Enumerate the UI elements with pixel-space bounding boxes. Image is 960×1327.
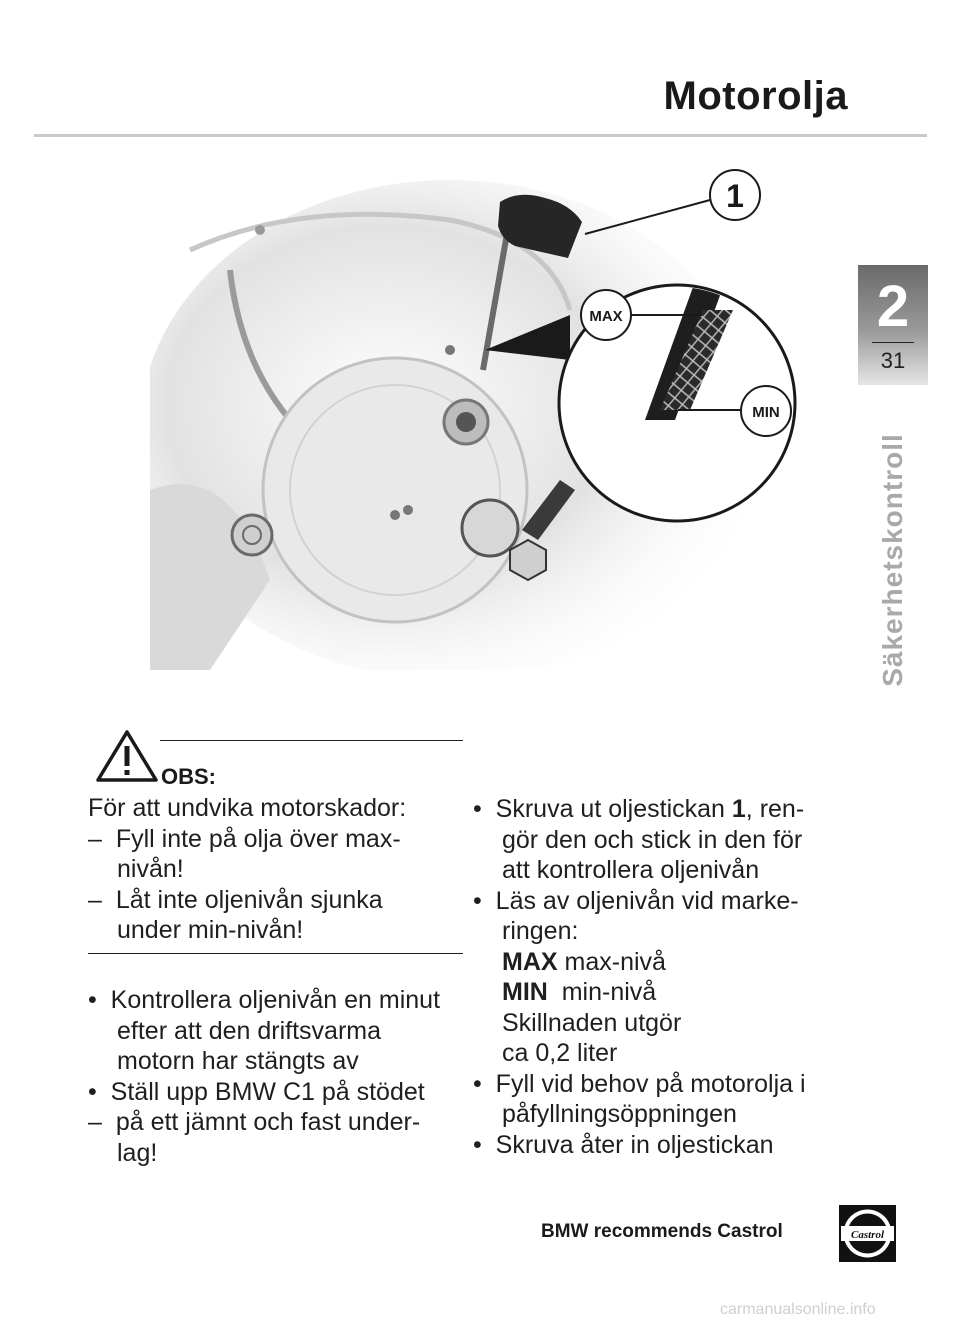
max-key: MAX: [502, 947, 558, 976]
note-item: – Låt inte oljenivån sjunka under min-nivån!: [88, 885, 383, 944]
svg-text:Castrol: Castrol: [850, 1229, 885, 1241]
right-column-steps: [473, 794, 843, 1160]
callout-number: 1: [726, 178, 744, 214]
note-heading: OBS:: [161, 764, 216, 789]
step-item: • Skruva åter in oljestickan: [473, 1130, 774, 1159]
drive-bearing: [462, 500, 518, 556]
watermark: carmanualsonline.info: [720, 1301, 876, 1318]
note-body: [88, 793, 463, 946]
step-item: • Fyll vid behov på motorolja i påfyllningsöppningen: [473, 1069, 806, 1128]
note-top-rule: [160, 740, 463, 741]
castrol-logo: [839, 1205, 896, 1262]
drain-plug: [232, 515, 272, 555]
chapter-tab-divider: [872, 342, 914, 343]
oil-filler-hole: [456, 412, 476, 432]
bolt: [255, 225, 265, 235]
step-item: – på ett jämnt och fast under- lag!: [88, 1108, 421, 1167]
step-item: • Ställ upp BMW C1 på stödet: [88, 1077, 425, 1106]
page-number: 31: [880, 348, 906, 373]
note-warning-icon: [96, 730, 158, 782]
axle-nut: [510, 540, 546, 580]
bolt: [403, 505, 413, 515]
note-bottom-rule: [88, 953, 463, 954]
bolt: [390, 510, 400, 520]
step-item: • Skruva ut oljestickan 1, ren- gör den och stick in den för att kontrollera oljenivån: [473, 795, 805, 884]
step-item: • Läs av oljenivån vid marke- ringen: MAX max-nivå MIN min-nivå Skillnaden utgör ca 0,2 liter: [473, 886, 799, 1067]
min-marker-label: MIN: [752, 404, 780, 421]
chapter-number: 2: [876, 274, 910, 339]
chapter-tab: [858, 265, 928, 385]
page-title: Motorolja: [663, 74, 848, 118]
crankcase-cover: [263, 358, 527, 622]
bolt: [445, 345, 455, 355]
left-column-steps: [88, 985, 468, 1168]
title-divider: [34, 134, 927, 137]
castrol-recommendation: BMW recommends Castrol: [541, 1221, 783, 1242]
note-intro: För att undvika motorskador:: [88, 794, 407, 822]
max-marker-label: MAX: [589, 308, 623, 325]
side-tab-label: Säkerhetskontroll: [877, 433, 908, 687]
note-item: – Fyll inte på olja över max- nivån!: [88, 824, 401, 883]
step-item: • Kontrollera oljenivån en minut efter att den driftsvarma motorn har stängts av: [88, 986, 441, 1075]
min-key: MIN: [502, 978, 548, 1006]
engine-dipstick-illustration: [150, 160, 810, 670]
